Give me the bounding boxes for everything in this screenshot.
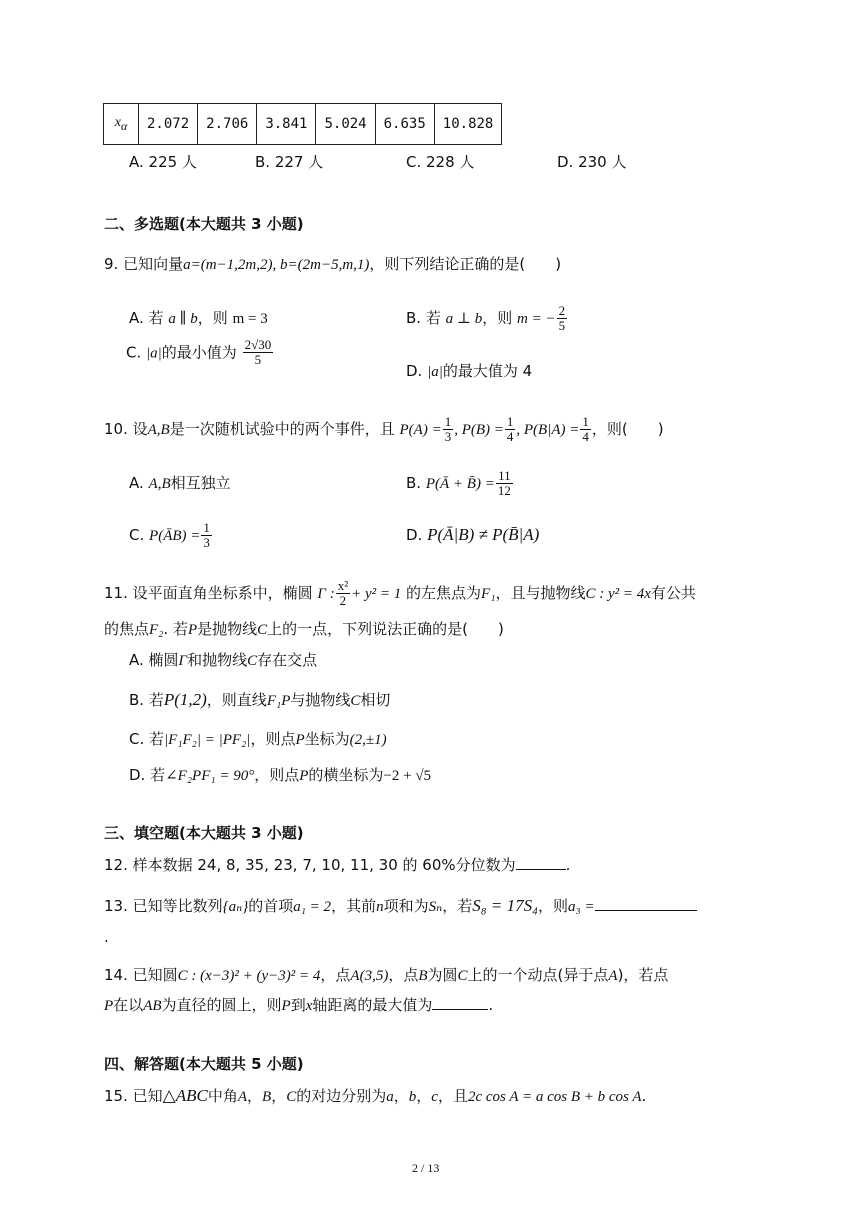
q10-b-prefix: B. <box>406 474 422 492</box>
q9-a-prefix: A. 若 <box>129 309 164 327</box>
fraction-numerator: 1 <box>582 413 589 429</box>
q10-frac-2 <box>505 415 516 445</box>
q14-point-a: A(3,5) <box>350 968 389 984</box>
fraction-denominator: 4 <box>582 429 589 444</box>
q14-prefix: 14. 已知圆 <box>104 966 178 984</box>
q14-mid2: ，点 <box>388 966 419 984</box>
q11-ellipse-rhs: + y² = 1 <box>351 586 402 602</box>
q13-end: . <box>104 928 109 946</box>
fraction-denominator: 5 <box>558 318 566 333</box>
q11-b-mid: ，则直线 <box>206 691 267 709</box>
q11-b-line: F₁P <box>266 693 291 709</box>
q10-pba: , P(B|A) = <box>516 422 580 438</box>
q13-mid4: ，若 <box>442 897 473 915</box>
q9-stem-suffix: ，则下列结论正确的是( ) <box>369 255 562 273</box>
q10-events: A,B <box>147 422 170 438</box>
page-number: 2 / 13 <box>412 1161 440 1175</box>
q11-d-math: ∠F₂PF₁ = 90° <box>165 768 255 784</box>
q9-option-d <box>406 360 532 381</box>
fraction-numerator: 11 <box>498 467 511 483</box>
q11-f2: F₂ <box>149 622 164 638</box>
q11-a-end: 存在交点 <box>257 651 318 669</box>
q10-stem-suffix: ，则( ) <box>591 420 664 438</box>
q10-frac-3 <box>580 415 591 445</box>
q9-vectors: a=(m−1,2m,2), b=(2m−5,m,1) <box>183 257 370 273</box>
q15-sep: ， <box>393 1087 409 1105</box>
table-header-cell <box>104 104 139 145</box>
q10-pb: , P(B) = <box>454 422 504 438</box>
q14-ab: AB <box>143 998 162 1014</box>
q11-line2-mid: . 若 <box>163 620 188 638</box>
q9-d-math: |a| <box>427 364 443 380</box>
q14-line2 <box>104 994 493 1015</box>
q11-c-coord: (2,±1) <box>349 732 387 748</box>
q10-b-math: P(Ā + B̄) = <box>425 476 495 492</box>
q11-c-prefix: C. 若 <box>129 730 165 748</box>
q11-b-end: 相切 <box>360 691 391 709</box>
fraction-numerator: 1 <box>506 413 514 429</box>
q15-side-b: b <box>408 1089 417 1105</box>
q13-mid: 的首项 <box>248 897 294 915</box>
q11-a-gamma: Γ <box>178 653 188 669</box>
q9-a-value: m = 3 <box>232 311 268 327</box>
q14-line2-a: 在以 <box>113 996 144 1014</box>
q10-c-math: P(ĀB) = <box>149 528 201 544</box>
q9-b-math: a ⊥ b <box>445 311 483 327</box>
q15-angle-c: C <box>286 1089 297 1105</box>
q15-sep: ， <box>416 1087 432 1105</box>
q10-pa: P(A) = <box>399 422 442 438</box>
table-cell: 6.635 <box>375 104 434 145</box>
q11-d-value: −2 + √5 <box>383 768 432 784</box>
q10-option-b <box>406 452 514 498</box>
q14-p2: P <box>281 998 291 1014</box>
q13-mid5: ，则 <box>538 897 569 915</box>
q11-p: P <box>187 622 198 638</box>
q13-a1: a₁ = 2 <box>293 899 332 915</box>
q13-mid2: ，其前 <box>331 897 377 915</box>
section-title-multi-choice: 二、多选题(本大题共 3 小题) <box>104 215 304 233</box>
q11-d-prefix: D. 若 <box>129 766 166 784</box>
q14-line2-c: 到 <box>290 996 306 1014</box>
q12-text: 12. 样本数据 24, 8, 35, 23, 7, 10, 11, 30 的 60%分位数为 <box>104 856 516 874</box>
q11-d-mid: ，则点 <box>254 766 300 784</box>
table-cell: 2.706 <box>198 104 257 145</box>
q15-side-c: c <box>431 1089 438 1105</box>
q14-a: A <box>608 968 618 984</box>
fraction-denominator: 12 <box>497 483 511 498</box>
q10-c-prefix: C. <box>129 526 145 544</box>
q9-option-c <box>126 338 274 368</box>
q11-c-p: P <box>295 732 305 748</box>
q11-stem-line1 <box>104 568 696 608</box>
q9-b-fraction <box>557 304 568 334</box>
q14-line2-d: 轴距离的最大值为 <box>312 996 433 1014</box>
q10-stem-prefix: 10. 设 <box>104 420 148 438</box>
q10-stem <box>104 396 664 444</box>
q10-a-math: A,B <box>148 476 171 492</box>
q9-option-b <box>406 287 568 333</box>
q11-d-mid2: 的横坐标为 <box>308 766 384 784</box>
q11-c-math: |F₁F₂| = |PF₂| <box>164 732 251 748</box>
q14-b: B <box>418 968 428 984</box>
q10-d-math: P(Ā|B) ≠ P(B̄|A) <box>427 525 540 544</box>
q13-cond: S₈ = 17S₄ <box>472 896 538 915</box>
q11-stem-mid2: ，且与抛物线 <box>495 584 586 602</box>
q12-answer-blank[interactable] <box>516 855 566 870</box>
fraction-denominator: 3 <box>444 429 452 444</box>
q8-option-c: C. 228 人 <box>406 153 475 171</box>
q15 <box>104 1085 646 1106</box>
q9-option-a <box>129 307 268 328</box>
fraction-numerator: x² <box>337 577 349 593</box>
q11-option-a <box>129 649 317 670</box>
q9-stem <box>104 253 561 274</box>
q11-stem-line2 <box>104 618 504 639</box>
q15-mid: 中角 <box>207 1087 238 1105</box>
q13-mid3: 项和为 <box>383 897 429 915</box>
q10-option-d <box>406 512 539 545</box>
table-cell: 3.841 <box>257 104 316 145</box>
q11-line2-mid2: 是抛物线 <box>197 620 258 638</box>
q11-parabola: C : y² = 4x <box>585 586 651 602</box>
q11-ellipse-fraction <box>336 579 350 609</box>
q11-stem-prefix: 11. 设平面直角坐标系中，椭圆 <box>104 584 313 602</box>
q9-b-mid: ，则 <box>482 309 513 327</box>
q11-stem-mid: 的左焦点为 <box>406 584 482 602</box>
q10-b-fraction <box>496 469 513 499</box>
q15-mid3: ，且 <box>437 1087 468 1105</box>
q11-c-mid2: 坐标为 <box>304 730 350 748</box>
q11-line2-prefix: 的焦点 <box>104 620 150 638</box>
q13-seq: {aₙ} <box>222 899 249 915</box>
q9-stem-prefix: 9. 已知向量 <box>104 255 184 273</box>
q11-c-mid: ，则点 <box>250 730 296 748</box>
q13-answer-blank[interactable] <box>595 896 697 911</box>
q14-x: x <box>305 998 313 1014</box>
q14-line2-b: 为直径的圆上，则 <box>161 996 282 1014</box>
q11-option-c <box>129 728 387 749</box>
q14-answer-blank[interactable] <box>432 995 488 1010</box>
fraction-numerator: 1 <box>444 413 452 429</box>
table-cell: 10.828 <box>434 104 502 145</box>
q14-mid4: 上的一个动点(异于点 <box>467 966 609 984</box>
q11-b-c: C <box>350 693 361 709</box>
q14-end1: )，若点 <box>617 966 669 984</box>
q10-option-a <box>129 472 231 493</box>
q13-prefix: 13. 已知等比数列 <box>104 897 223 915</box>
q9-d-prefix: D. <box>406 362 423 380</box>
section-title-solutions: 四、解答题(本大题共 5 小题) <box>104 1055 304 1073</box>
q8-option-d: D. 230 人 <box>557 153 627 171</box>
q15-triangle: △ABC <box>162 1086 208 1105</box>
q11-b-prefix: B. 若 <box>129 691 164 709</box>
q14-line1 <box>104 964 668 985</box>
q15-prefix: 15. 已知 <box>104 1087 163 1105</box>
q9-b-prefix: B. 若 <box>406 309 441 327</box>
q10-d-prefix: D. <box>406 526 423 544</box>
q12-end: . <box>565 856 571 874</box>
fraction-denominator: 5 <box>254 352 262 368</box>
q11-option-b <box>129 689 390 710</box>
q15-sep: ， <box>247 1087 263 1105</box>
q11-option-d <box>129 764 431 785</box>
q13-a3: a₃ = <box>568 899 595 915</box>
q9-b-value: m = − <box>517 311 556 327</box>
q12 <box>104 854 570 875</box>
q10-option-c <box>129 506 213 550</box>
fraction-numerator: 1 <box>203 519 210 535</box>
q9-c-text: 的最小值为 <box>161 343 237 362</box>
table-cell: 5.024 <box>316 104 375 145</box>
q14-c: C <box>457 968 468 984</box>
q8-option-a: A. 225 人 <box>129 153 197 171</box>
q11-c: C <box>257 622 268 638</box>
q14-circle: C : (x−3)² + (y−3)² = 4 <box>177 968 321 984</box>
q9-c-math: |a| <box>146 345 162 362</box>
q10-stem-text: 是一次随机试验中的两个事件，且 <box>169 420 395 438</box>
q9-a-math: a ∥ b <box>168 311 198 327</box>
q14-line2-p: P <box>104 998 114 1014</box>
q9-c-prefix: C. <box>126 343 142 362</box>
q15-end: . <box>641 1087 647 1105</box>
q11-a-prefix: A. 椭圆 <box>129 651 179 669</box>
table-row <box>104 104 502 145</box>
q15-angle-a: A <box>237 1089 247 1105</box>
q15-equation: 2c cos A = a cos B + b cos A <box>467 1089 642 1105</box>
q15-mid2: 的对边分别为 <box>296 1087 387 1105</box>
q11-d-p: P <box>299 768 309 784</box>
q15-angle-b: B <box>262 1089 272 1105</box>
q13-sn: Sₙ <box>428 899 443 915</box>
q11-ellipse-lhs: Γ : <box>317 586 335 602</box>
q15-side-a: a <box>386 1089 394 1105</box>
q14-mid: ，点 <box>320 966 351 984</box>
q11-b-math: P(1,2) <box>163 690 207 709</box>
q8-option-b: B. 227 人 <box>255 153 324 171</box>
table-header-label: x <box>114 115 121 131</box>
q11-f1: F₁ <box>481 586 496 602</box>
q15-sep: ， <box>271 1087 287 1105</box>
fraction-numerator: 2√30 <box>244 337 272 352</box>
q10-a-text: 相互独立 <box>170 474 231 492</box>
fraction-denominator: 3 <box>203 535 210 550</box>
q13-n: n <box>376 899 384 915</box>
q10-frac-1 <box>443 415 454 445</box>
q9-d-text: 的最大值为 4 <box>442 362 533 380</box>
q11-b-mid2: 与抛物线 <box>290 691 351 709</box>
critical-value-table <box>103 103 502 145</box>
table-header-sub: α <box>120 118 128 133</box>
fraction-denominator: 2 <box>339 593 347 608</box>
q14-mid3: 为圆 <box>427 966 458 984</box>
q11-stem-end: 有公共 <box>650 584 696 602</box>
section-title-fill-blank: 三、填空题(本大题共 3 小题) <box>104 824 304 842</box>
q11-line2-end: 上的一点，下列说法正确的是( ) <box>267 620 504 638</box>
q10-a-prefix: A. <box>129 474 144 492</box>
q9-a-mid: ，则 <box>197 309 228 327</box>
fraction-denominator: 4 <box>506 429 514 444</box>
q14-end: . <box>488 996 494 1014</box>
q13 <box>104 895 697 916</box>
fraction-numerator: 2 <box>558 302 566 318</box>
q11-a-mid: 和抛物线 <box>187 651 248 669</box>
table-cell: 2.072 <box>139 104 198 145</box>
q11-a-c: C <box>247 653 258 669</box>
q9-c-fraction <box>243 338 274 368</box>
q10-c-fraction <box>201 521 212 551</box>
